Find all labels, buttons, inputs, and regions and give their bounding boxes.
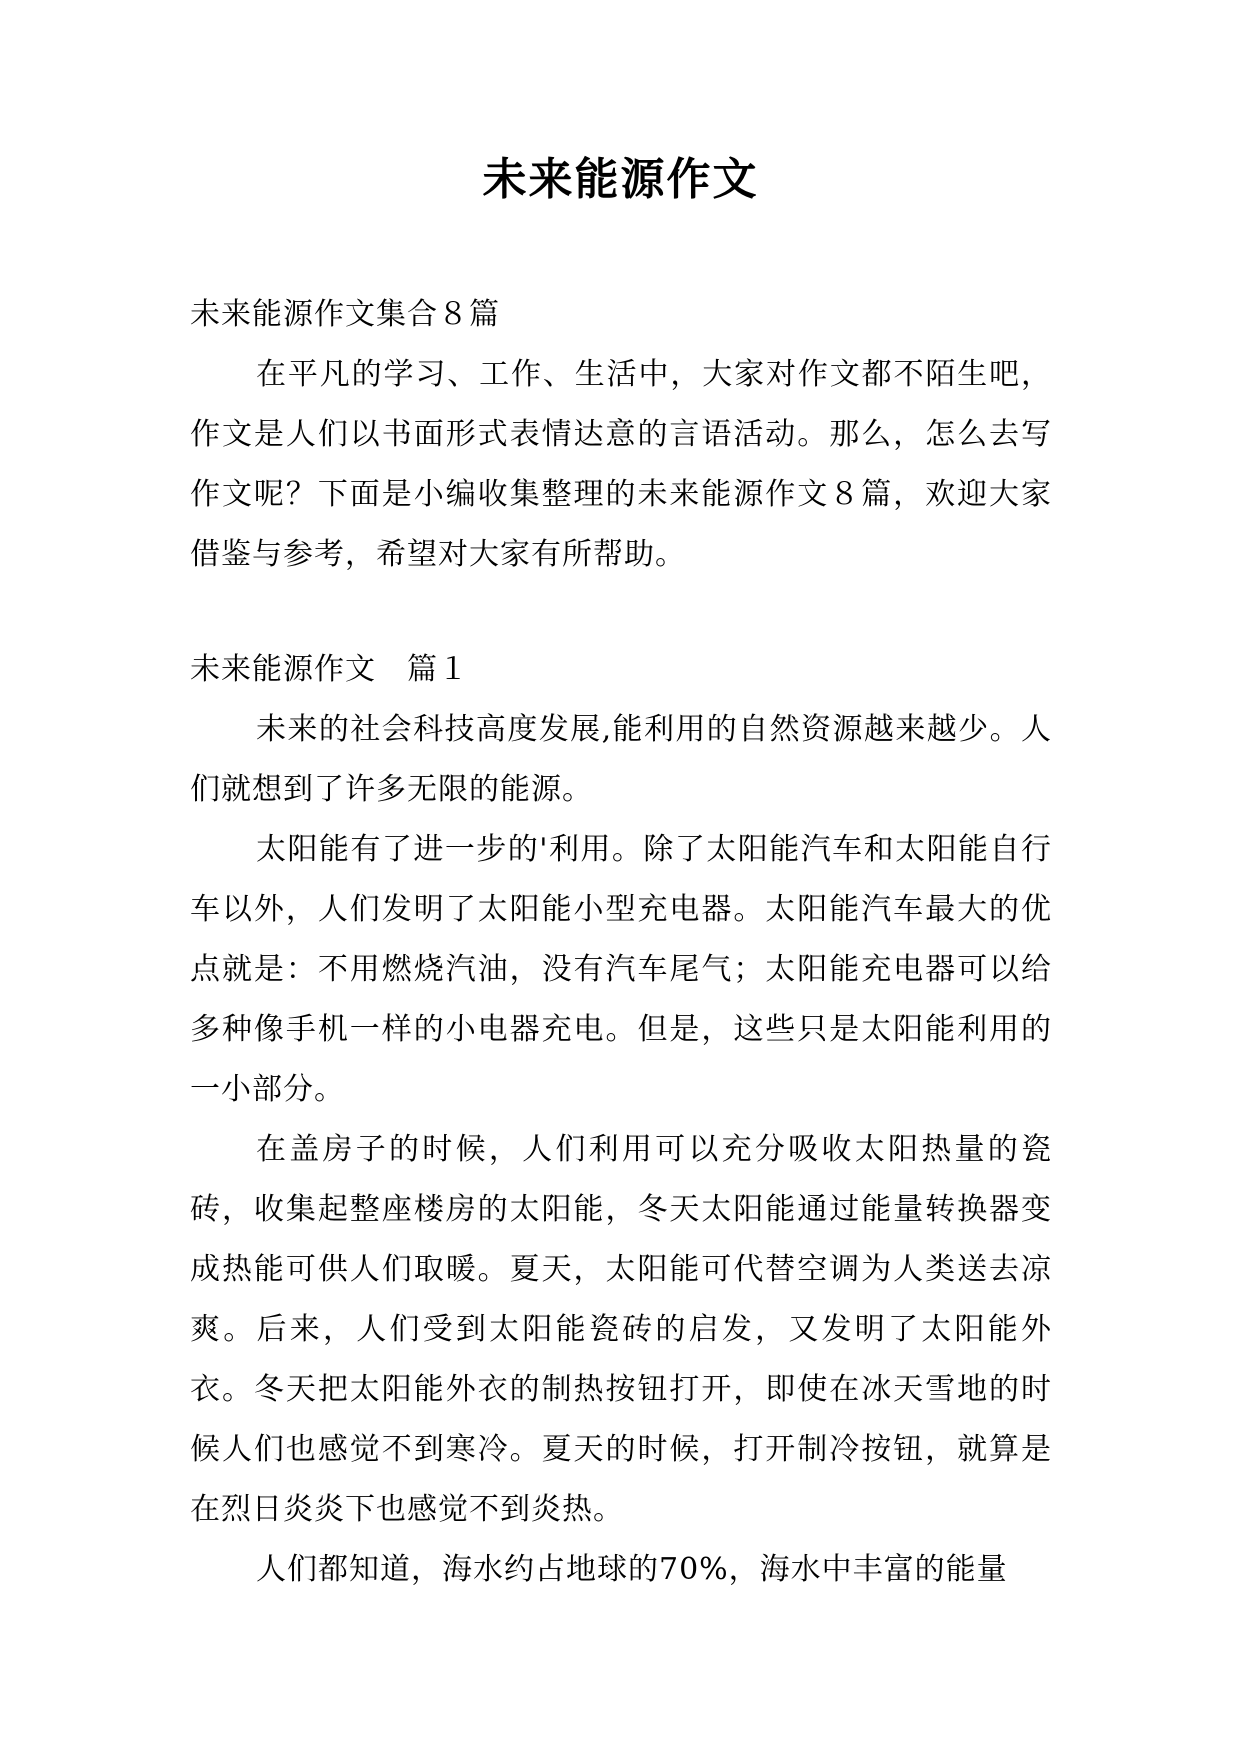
body-paragraph: 未来的社会科技高度发展,能利用的自然资源越来越少。人们就想到了许多无限的能源。	[190, 712, 1052, 807]
body-paragraph: 人们都知道，海水约占地球的70%，海水中丰富的能量	[256, 1552, 1008, 1587]
section-heading: 未来能源作文 篇１	[190, 652, 469, 687]
intro-paragraph: 在平凡的学习、工作、生活中，大家对作文都不陌生吧，作文是人们以书面形式表情达意的言语活动。那么，怎么去写作文呢？下面是小编收集整理的未来能源作文８篇，欢迎大家借鉴与参考，希望对大家有所帮助。	[190, 357, 1052, 572]
document-title: 未来能源作文	[482, 154, 759, 205]
body-paragraph: 太阳能有了进一步的'利用。除了太阳能汽车和太阳能自行车以外，人们发明了太阳能小型充电器。太阳能汽车最大的优点就是：不用燃烧汽油，没有汽车尾气；太阳能充电器可以给多种像手机一样的小电器充电。但是，这些只是太阳能利用的一小部分。	[190, 832, 1052, 1107]
document-body	[190, 285, 1052, 1600]
collection-subtitle: 未来能源作文集合８篇	[190, 297, 500, 332]
body-paragraph: 在盖房子的时候，人们利用可以充分吸收太阳热量的瓷砖，收集起整座楼房的太阳能，冬天太阳能通过能量转换器变成热能可供人们取暖。夏天，太阳能可代替空调为人类送去凉爽。后来，人们受到太阳能瓷砖的启发，又发明了太阳能外衣。冬天把太阳能外衣的制热按钮打开，即使在冰天雪地的时候人们也感觉不到寒冷。夏天的时候，打开制冷按钮，就算是在烈日炎炎下也感觉不到炎热。	[190, 1132, 1052, 1527]
